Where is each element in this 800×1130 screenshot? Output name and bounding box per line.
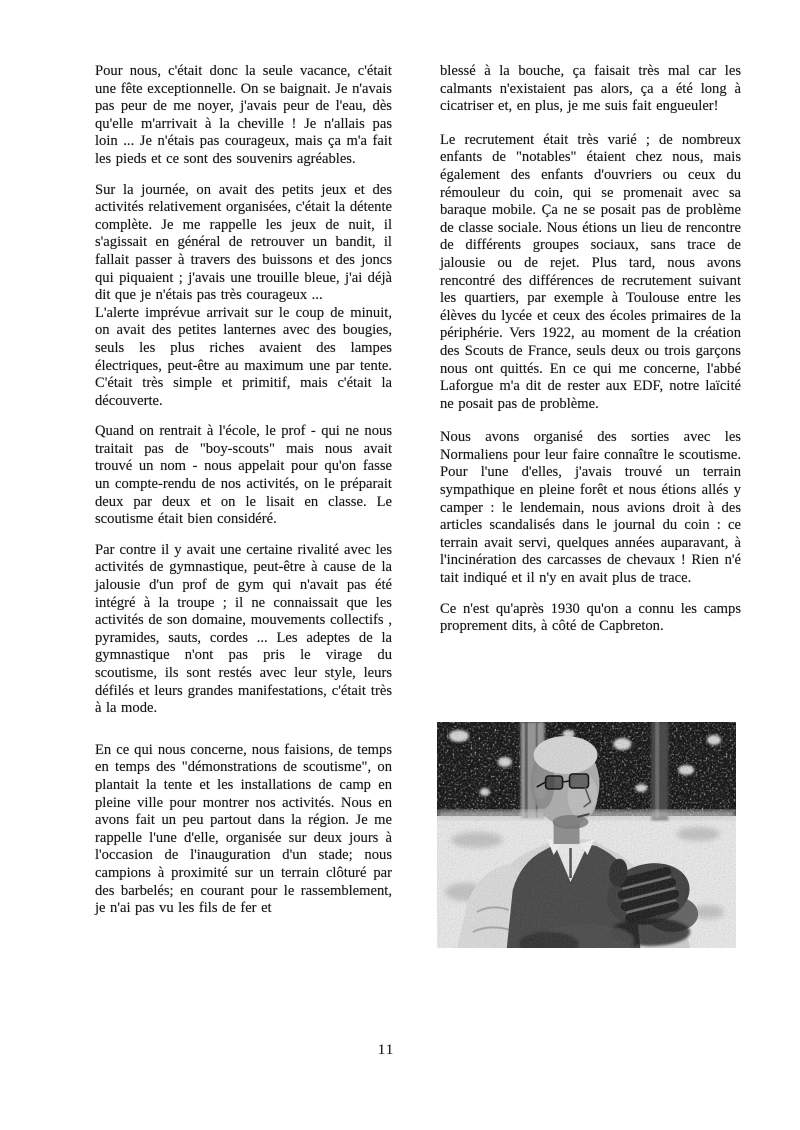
page-number: 11 <box>377 1042 395 1058</box>
paragraph: Par contre il y avait une certaine rivalité avec les activités de gymnastique, peut-être à cause de la jalousie d'un prof de gym qui n'avait pas été intégré à la troupe ; il ne connaissait que les activités de son domaine, mouvements collectifs , pyramides, sauts, cordes ... Les adeptes de la gymnastique n'ont pas pris le virage du scoutisme, ils sont restés avec leur style, leurs défilés et leurs grandes manifestations, c'était très à la mode. <box>95 541 392 717</box>
paragraph: Pour nous, c'était donc la seule vacance, c'était une fête exceptionnelle. On se baignait. Je n'avais pas peur de me noyer, j'avais peur de l'eau, dès qu'elle m'arrivait à la cheville ! Je n'allais pas loin ... Je n'étais pas courageux, mais ça m'a fait les pieds et ce sont des souvenirs agréables. <box>95 63 392 167</box>
portrait-photo-illustration <box>437 722 736 948</box>
paragraph: Ce n'est qu'après 1930 qu'on a connu les camps proprement dits, à côté de Capbreton. <box>440 600 741 635</box>
portrait-photo <box>437 722 736 948</box>
paragraph: En ce qui nous concerne, nous faisions, de temps en temps des "démonstrations de scoutisme", on plantait la tente et les installations de camp en pleine ville pour montrer nos activités. Nous en avons fait un peu partout dans la région. Je me rappelle l'une d'elle, organisée sur deux jours à l'occasion de l'inauguration d'un stade; nous campions à proximité sur un terrain clôturé par des barbelés; en courant pour le rassemblement, je n'ai pas vu les fils de fer et <box>95 741 392 917</box>
paragraph: Nous avons organisé des sorties avec les Normaliens pour leur faire connaître le scoutisme. Pour l'une d'elles, j'avais trouvé un terrain sympathique en pleine forêt et nous étions allés y camper : le lendemain, nous avions droit à des articles scandalisés dans le journal du coin : ce terrain avait servi, quelques années auparavant, à l'incinération des carcasses de chevaux ! Rien n'é tait indiqué et il n'y en avait plus de trace. <box>440 429 741 587</box>
paragraph: Quand on rentrait à l'école, le prof - qui ne nous traitait pas de "boy-scouts" mais nous avait trouvé un nom - nous appelait pour qu'on fasse un compte-rendu de nos activités, on le préparait deux par deux et on le lisait en classe. Le scoutisme était bien considéré. <box>95 423 392 528</box>
left-column <box>95 63 392 931</box>
paragraph: Sur la journée, on avait des petits jeux et des activités relativement organisées, c'était la détente complète. Je me rappelle les jeux de nuit, il s'agissait en général de retrouver un bandit, il fallait passer à travers des buissons et des joncs qui piquaient ; j'avais une trouille bleue, j'ai déjà dit que je n'étais pas très courageux ... <box>95 181 392 304</box>
paragraph: blessé à la bouche, ça faisait très mal car les calmants n'existaient pas alors, ça a été long à cicatriser et, en plus, je me suis fait engueuler! <box>440 63 741 115</box>
right-column <box>440 63 741 649</box>
paragraph: Le recrutement était très varié ; de nombreux enfants de "notables" étaient chez nous, mais également des enfants d'ouvriers ou ceux du rémouleur du coin, qui se promenait avec sa baraque mobile. Ça ne se posait pas de problème de classe sociale. Nous étions un lieu de rencontre de différents groupes sociaux, sans trace de jalousie ou de rejet. Plus tard, nous avons rencontré des différences de recrutement suivant les quartiers, par exemple à Toulouse entre les élèves du lycée et ceux des écoles primaires de la périphérie. Vers 1922, au moment de la création des Scouts de France, seuls deux ou trois garçons nous ont quittés. En ce qui me concerne, l'abbé Laforgue m'a dit de rester aux EDF, notre laïcité ne posait pas de problème. <box>440 131 741 412</box>
paragraph: L'alerte imprévue arrivait sur le coup de minuit, on avait des petites lanternes avec des bougies, seuls les plus riches avaient des lampes électriques, peut-être au maximum une par tente. C'était très simple et primitif, mais c'était la découverte. <box>95 304 392 409</box>
